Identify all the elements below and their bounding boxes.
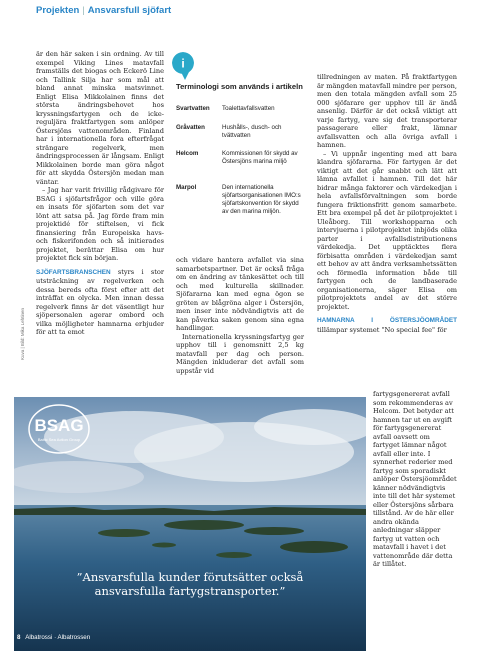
- glossary-row: [176, 105, 304, 115]
- col2-paragraph-1: och vidare hantera avfallet via sina samarbetspartner. Det är också fråga om en ändring av tänkesättet och till och med kulturella skillnader. Sjöfararna kan med egna ögon se gröten av blågröna alger i Östersjön, men inser inte nödvändigtvis att de kan påverka saken genom sina egna handlingar.: [176, 256, 304, 332]
- pull-quote: ”Ansvarsfulla kunder förutsätter också ansvarsfulla fartygstransporter.”: [76, 570, 304, 598]
- col3-paragraph-3-text: tillämpar systemet "No special fee" för: [317, 325, 447, 334]
- col3-lead-in: HAMNARNA I ÖSTERSJÖOMRÅDET: [317, 317, 457, 324]
- svg-text:BSAG: BSAG: [34, 416, 84, 435]
- col3-paragraph-2: – Vi uppnår ingenting med att bara klandra sjöfararna. För fartygen är det viktigt att det går snabbt och lätt att lämna avfallet i hamnen. Till det här bidrar många faktorer och värdekedjan i hela avfallsförvaltningen som borde fungera friktionsfritt genom samarbete. Ett bra exempel på det är pilotprojektet i Uleåborg. Till workshopparna och intervjuerna i pilotprojektet inbjöds olika parter i avfallsdistributionens värdekedja. Det upptäcktes flera förbisatta områden i värdekedjan samt ett behov av att ändra verksamhetssätten och förmedla information både till fartygen och de landbaserade organisationerna, säger Elisa om pilotprojektets andel av det större projektet.: [317, 149, 457, 311]
- glossary-term: Marpol: [176, 184, 197, 191]
- bsag-logo: [24, 400, 94, 458]
- col1-lead-in: SJÖFARTSBRANSCHEN: [36, 268, 111, 276]
- column-3: [317, 73, 457, 334]
- glossary-row: [176, 184, 304, 234]
- column-3-lower: [373, 390, 457, 569]
- glossary-definition: Den internationella sjöfartsorganisationen IMO:s sjöfartskonvention för skydd av den marina miljön.: [222, 184, 301, 215]
- col1-paragraph-3: [36, 268, 164, 337]
- col1-paragraph-1: är den här saken i sin ordning. Av till exempel Viking Lines matavfall framställs det biogas och Eckerö Line och Tallink Silja har som mål att bland annat minska matsvinnet. Enligt Elisa Mikkolainen finns det största ändringsbehovet hos kryssningsfartygen och de icke-reguljära fraktfartygen som anlöper Östersjöns vattenområden. Finland har i internationella fora efterfrågat strängare regelverk, men ändringsprocessen är långsam. Enligt Mikkolainen borde man göra något för att skydda Östersjön medan man väntar.: [36, 50, 164, 186]
- glossary-term: Svartvatten: [176, 105, 210, 112]
- glossary-title: Terminologi som används i artikeln: [176, 82, 303, 91]
- glossary-row: [176, 150, 304, 176]
- col3-paragraph-3: [317, 316, 457, 334]
- svg-text:Baltic Sea Action Group: Baltic Sea Action Group: [37, 437, 81, 442]
- column-2: [176, 256, 304, 375]
- col3-paragraph-4: fartygsgenererat avfall som rekommenderas av Helcom. Det betyder att hamnen tar ut en avgift för fartygsgenererat avfall oavsett om fartyget lämnar något avfall eller inte. I synnerhet rederier med fartyg som sporadiskt anlöper Östersjöområdet känner nödvändigtvis inte till det här systemet eller Östersjöns sårbara tillstånd. Av de här eller andra okända anledningar släpper fartyg ut vatten och matavfall i havet i det vattenområde där detta är tillåtet.: [373, 390, 457, 568]
- publication-name: Albatrossi · Albatrossen: [25, 634, 91, 641]
- section-name: Projekten: [36, 5, 80, 16]
- badge-pointer-icon: [180, 70, 190, 82]
- page-footer: [17, 634, 90, 641]
- glossary-row: [176, 124, 304, 142]
- glossary-term: Helcom: [176, 150, 199, 157]
- glossary-definition: Hushålls-, dusch- och tvättvatten: [222, 124, 282, 139]
- header-separator: |: [82, 5, 85, 16]
- section-topic: Ansvarsfull sjöfart: [87, 5, 172, 16]
- col3-paragraph-1: tillredningen av maten. På fraktfartygen är mängden matavfall mindre per person, men den totala mängden avfall som 25 000 sjöfarare ger upphov till är ändå ansenlig. Därför är det också viktigt att varje fartyg, vare sig det transporterar passagerare eller frakt, lämnar avfallsvatten och alla övriga avfall i hamnen.: [317, 73, 457, 149]
- column-1: [36, 50, 164, 337]
- svg-text:i: i: [181, 56, 185, 71]
- col1-paragraph-3-text: styrs i stor utsträckning av regelverken och dessa bereds ofta först efter att det inträffat en olycka. Men innan dessa regelverk finns är det väsentligt hur sjöpersonalen agerar ombord och vilka möjligheter hamnarna erbjuder för att ta emot: [36, 267, 164, 336]
- col1-paragraph-2: – Jag har varit frivillig rådgivare för BSAG i sjöfartsfrågor och ville göra en insats för sjöfarten som det var lönt att satsa på. Jag förde fram min projektidé för stiftelsen, vi fick finansiering från Europeiska havs- och fiskerifonden och så initierades projektet, berättar Elisa om hur projektet fick sin början.: [36, 186, 164, 262]
- section-header: [36, 5, 171, 16]
- page-number: 8: [17, 634, 21, 641]
- glossary-term: Gråvatten: [176, 124, 205, 131]
- col2-paragraph-2: Internationella kryssningsfartyg ger upphov till i genomsnitt 2,5 kg matavfall per dag och person. Mängden inkluderar det avfall som uppstår vid: [176, 332, 304, 375]
- photo-credit: Kuva | Bild: Mika Lehtinen: [20, 308, 25, 360]
- glossary-definition: Toalettavfallsvatten: [222, 105, 275, 112]
- glossary-definition: Kommissionen för skydd av Östersjöns marina miljö: [222, 150, 298, 165]
